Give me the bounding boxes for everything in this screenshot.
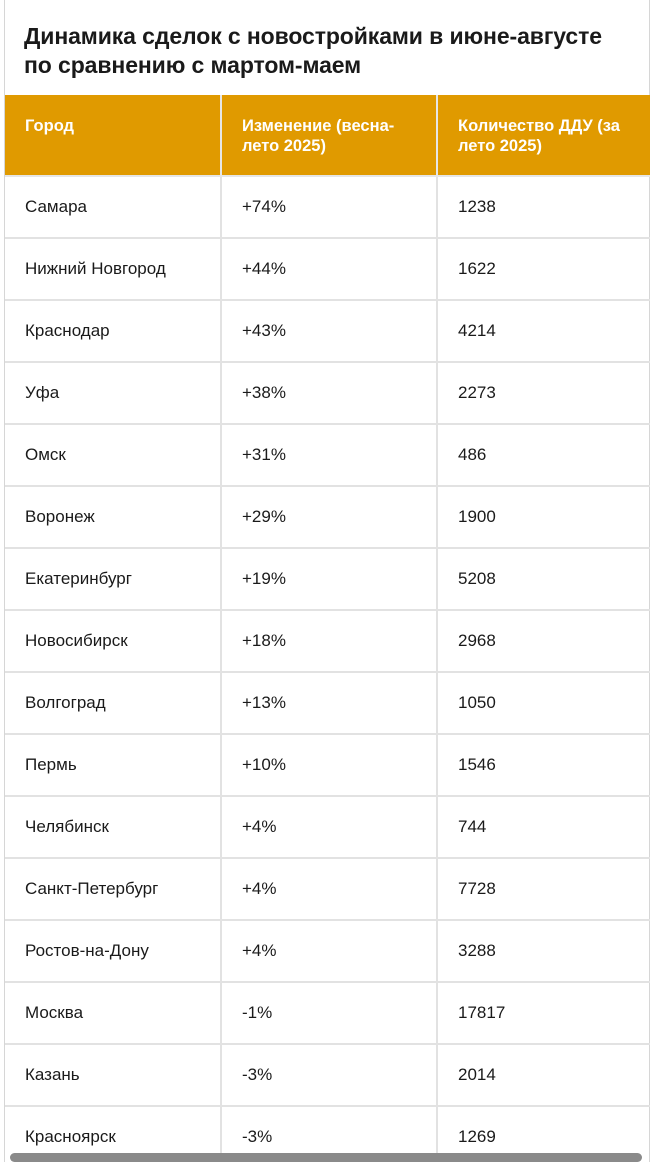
cell-city: Волгоград xyxy=(5,672,221,734)
cell-change: -3% xyxy=(221,1106,437,1162)
cell-change: +31% xyxy=(221,424,437,486)
cell-count: 1900 xyxy=(437,486,650,548)
header-city: Город xyxy=(5,95,221,176)
table-row xyxy=(5,982,650,1044)
cell-count: 2273 xyxy=(437,362,650,424)
cell-city: Санкт-Петербург xyxy=(5,858,221,920)
page-title: Динамика сделок с новостройками в июне-августе по сравнению с мартом-маем xyxy=(24,23,602,78)
cell-count: 5208 xyxy=(437,548,650,610)
cell-change: +44% xyxy=(221,238,437,300)
cell-count: 2968 xyxy=(437,610,650,672)
cell-city: Нижний Новгород xyxy=(5,238,221,300)
table-row xyxy=(5,362,650,424)
table-row xyxy=(5,858,650,920)
cell-count: 4214 xyxy=(437,300,650,362)
header-count: Количество ДДУ (за лето 2025) xyxy=(437,95,650,176)
cell-city: Воронеж xyxy=(5,486,221,548)
table-row xyxy=(5,920,650,982)
cell-count: 7728 xyxy=(437,858,650,920)
cell-city: Казань xyxy=(5,1044,221,1106)
table-row xyxy=(5,300,650,362)
cell-city: Омск xyxy=(5,424,221,486)
table-row xyxy=(5,424,650,486)
cell-count: 486 xyxy=(437,424,650,486)
cell-change: +74% xyxy=(221,176,437,238)
table-row xyxy=(5,672,650,734)
table-row xyxy=(5,796,650,858)
cell-count: 1050 xyxy=(437,672,650,734)
cell-change: +13% xyxy=(221,672,437,734)
cell-count: 1546 xyxy=(437,734,650,796)
horizontal-scrollbar[interactable] xyxy=(10,1153,642,1162)
cell-change: +19% xyxy=(221,548,437,610)
cell-city: Самара xyxy=(5,176,221,238)
cell-change: -1% xyxy=(221,982,437,1044)
cell-change: +38% xyxy=(221,362,437,424)
cell-city: Красноярск xyxy=(5,1106,221,1162)
table-row xyxy=(5,734,650,796)
cell-change: +10% xyxy=(221,734,437,796)
cell-city: Екатеринбург xyxy=(5,548,221,610)
cell-city: Москва xyxy=(5,982,221,1044)
cell-city: Новосибирск xyxy=(5,610,221,672)
cell-count: 1269 xyxy=(437,1106,650,1162)
cell-city: Пермь xyxy=(5,734,221,796)
cell-change: +18% xyxy=(221,610,437,672)
cell-change: +4% xyxy=(221,920,437,982)
cell-count: 17817 xyxy=(437,982,650,1044)
table-header-row xyxy=(5,95,650,176)
cell-city: Краснодар xyxy=(5,300,221,362)
cell-change: -3% xyxy=(221,1044,437,1106)
cell-change: +4% xyxy=(221,796,437,858)
cell-city: Челябинск xyxy=(5,796,221,858)
cell-count: 2014 xyxy=(437,1044,650,1106)
table-row xyxy=(5,548,650,610)
table-row xyxy=(5,610,650,672)
cell-change: +29% xyxy=(221,486,437,548)
table-body xyxy=(5,176,650,1162)
cell-city: Ростов-на-Дону xyxy=(5,920,221,982)
table-row xyxy=(5,176,650,238)
cell-change: +4% xyxy=(221,858,437,920)
cell-city: Уфа xyxy=(5,362,221,424)
cell-count: 1238 xyxy=(437,176,650,238)
cell-count: 3288 xyxy=(437,920,650,982)
table-row xyxy=(5,486,650,548)
cell-change: +43% xyxy=(221,300,437,362)
cell-count: 1622 xyxy=(437,238,650,300)
header-change: Изменение (весна-лето 2025) xyxy=(221,95,437,176)
cell-count: 744 xyxy=(437,796,650,858)
table-row xyxy=(5,238,650,300)
deals-table xyxy=(5,95,650,1162)
table-row xyxy=(5,1044,650,1106)
